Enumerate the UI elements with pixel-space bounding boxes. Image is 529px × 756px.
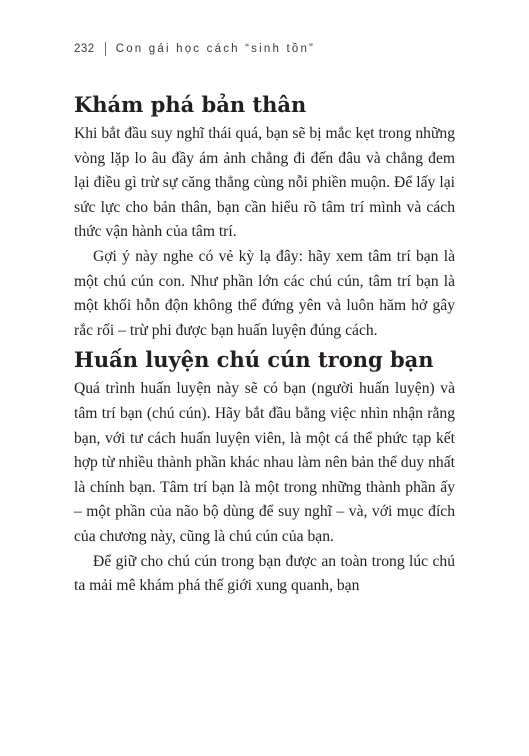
- section-heading-huan-luyen-chu-cun: Huấn luyện chú cún trong bạn: [74, 347, 434, 373]
- paragraph: Quá trình huấn luyện này sẽ có bạn (người huấn luyện) và tâm trí bạn (chú cún). Hãy bắt đầu bằng việc nhìn nhận rằng bạn, với tư cách huấn luyện viên, là một cá thể phức tạp kết hợp từ nhiều thành phần khác nhau làm nên bản thể duy nhất là chính bạn. Tâm trí bạn là một trong những thành phần ấy – một phần của não bộ dùng để suy nghĩ – và, với mục đích của chương này, cũng là chú cún của bạn.: [74, 380, 455, 545]
- section-heading-kham-pha-ban-than: Khám phá bản thân: [74, 92, 307, 117]
- book-title: Con gái học cách “sinh tồn”: [115, 43, 316, 55]
- running-head: [74, 42, 315, 56]
- paragraph: Để giữ cho chú cún trong bạn được an toàn trong lúc chú ta mải mê khám phá thế giới xung quanh, bạn: [74, 552, 455, 595]
- page-content: [74, 88, 455, 599]
- running-head-divider: [105, 42, 106, 56]
- paragraph: Khi bắt đầu suy nghĩ thái quá, bạn sẽ bị mắc kẹt trong những vòng lặp lo âu đầy ám ảnh chẳng đi đến đâu và chẳng đem lại điều gì trừ sự căng thẳng cùng nỗi phiền muộn. Để lấy lại sức lực cho bản thân, bạn cần hiểu rõ tâm trí mình và cách thức vận hành của tâm trí.: [74, 125, 455, 241]
- paragraph: Gợi ý này nghe có vẻ kỳ lạ đây: hãy xem tâm trí bạn là một chú cún con. Như phần lớn các chú cún, tâm trí bạn là một khối hỗn độn không thể đứng yên và luôn hăm hở gây rắc rối – trừ phi được bạn huấn luyện đúng cách.: [74, 247, 455, 339]
- page-number: 232: [74, 43, 95, 55]
